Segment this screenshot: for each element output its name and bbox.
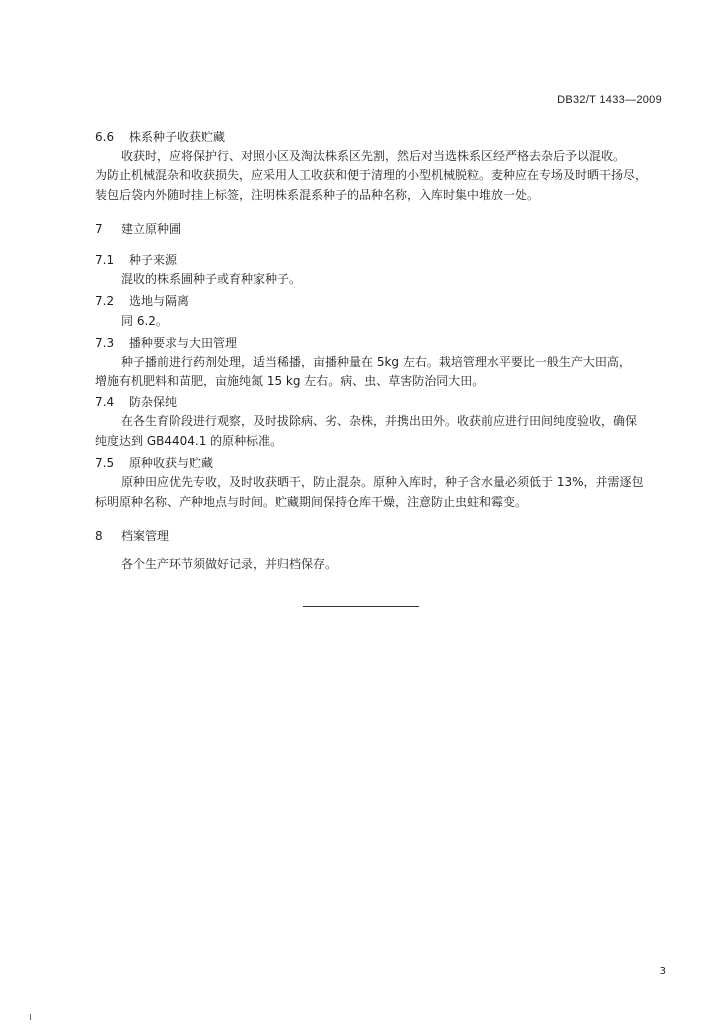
- paragraph-line: 种子播前进行药剂处理，适当稀播，亩播种量在 5kg 左右。栽培管理水平要比一般生产大田高，: [121, 355, 631, 369]
- scan-mark: [30, 1014, 31, 1020]
- section-number: 7.3: [95, 336, 115, 350]
- section-7-4-heading: [95, 395, 177, 409]
- paragraph-line: 增施有机肥料和苗肥，亩施纯氮 15 kg 左右。病、虫、草害防治同大田。: [95, 374, 485, 388]
- paragraph-line: 纯度达到 GB4404.1 的原种标准。: [95, 434, 283, 448]
- section-number: 8: [95, 529, 103, 543]
- section-7-5-heading: [95, 456, 213, 470]
- section-7-2-heading: [95, 294, 189, 308]
- section-number: 7.1: [95, 253, 115, 267]
- section-title: 防杂保纯: [129, 395, 178, 409]
- section-6-6-heading: [95, 130, 225, 144]
- section-number: 7.4: [95, 395, 115, 409]
- section-title: 选地与隔离: [129, 294, 190, 308]
- section-title: 株系种子收获贮藏: [129, 130, 226, 144]
- section-title: 原种收获与贮藏: [129, 456, 214, 470]
- paragraph-line: 同 6.2。: [121, 314, 168, 328]
- section-title: 播种要求与大田管理: [129, 336, 238, 350]
- paragraph-line: 在各生育阶段进行观察，及时拔除病、劣、杂株，并携出田外。收获前应进行田间纯度验收，确保: [121, 414, 638, 428]
- section-title: 档案管理: [121, 529, 170, 543]
- document-id: DB32/T 1433—2009: [557, 94, 662, 106]
- section-number: 7: [95, 222, 103, 236]
- paragraph-line: 收获时，应将保护行、对照小区及淘汰株系区先割，然后对当选株系区经严格去杂后予以混收。: [121, 149, 626, 163]
- section-8-heading: [95, 529, 169, 543]
- section-title: 种子来源: [129, 253, 178, 267]
- paragraph-line: 各个生产环节须做好记录，并归档保存。: [121, 557, 338, 571]
- section-7-heading: [95, 222, 181, 236]
- section-number: 7.5: [95, 456, 115, 470]
- paragraph-line: 为防止机械混杂和收获损失，应采用人工收获和便于清理的小型机械脱粒。麦种应在专场及时晒干扬尽，: [95, 168, 648, 182]
- end-rule: [303, 606, 419, 607]
- section-7-1-heading: [95, 253, 177, 267]
- paragraph-line: 混收的株系圃种子或育种家种子。: [121, 272, 302, 286]
- section-7-3-heading: [95, 336, 237, 350]
- paragraph-line: 原种田应优先专收，及时收获晒干，防止混杂。原种入库时，种子含水量必须低于 13%，并需逐包: [121, 475, 644, 489]
- section-number: 6.6: [95, 130, 115, 144]
- paragraph-line: 标明原种名称、产种地点与时间。贮藏期间保持仓库干燥，注意防止虫蛀和霉变。: [95, 495, 528, 509]
- page-number: 3: [659, 966, 666, 977]
- section-number: 7.2: [95, 294, 115, 308]
- section-title: 建立原种圃: [121, 222, 182, 236]
- paragraph-line: 装包后袋内外随时挂上标签，注明株系混系种子的品种名称，入库时集中堆放一处。: [95, 188, 540, 202]
